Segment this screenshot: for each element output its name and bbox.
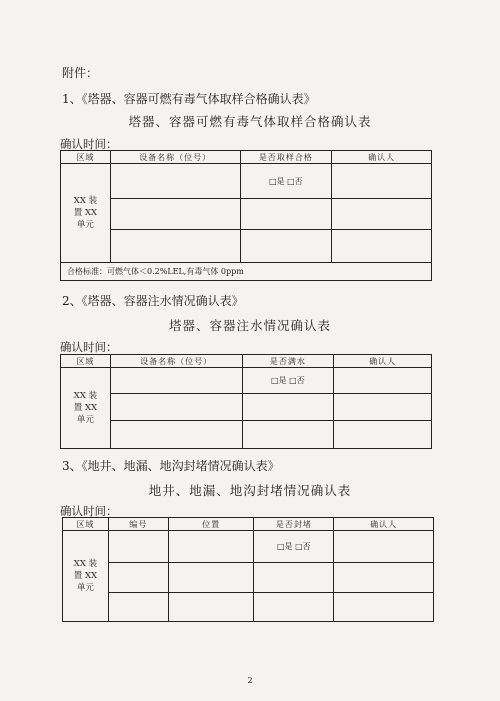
location-cell[interactable] [168, 563, 254, 593]
header-confirmer: 确认人 [334, 518, 434, 531]
region-line2: 置 XX [73, 208, 98, 218]
equipment-cell[interactable] [110, 394, 242, 421]
header-sampling-ok: 是否取样合格 [240, 151, 332, 164]
location-cell[interactable] [168, 593, 254, 622]
header-region: 区域 [63, 518, 109, 531]
section3-confirm-time: 确认时间： [60, 504, 118, 518]
section2-table-title: 塔器、容器注水情况确认表 [168, 318, 331, 333]
header-location: 位置 [168, 518, 254, 531]
section1-heading: 1、《塔器、容器可燃有毒气体取样合格确认表》 [62, 92, 316, 106]
number-cell[interactable] [108, 563, 168, 593]
region-cell [61, 368, 111, 449]
section1-table-title: 塔器、容器可燃有毒气体取样合格确认表 [128, 114, 372, 129]
confirmer-cell[interactable] [334, 368, 432, 394]
region-cell [61, 164, 111, 263]
section1-confirm-time: 确认时间： [60, 137, 118, 151]
region-line1: XX 装 [73, 559, 98, 569]
header-region: 区域 [61, 151, 111, 164]
header-region: 区域 [61, 355, 111, 368]
region-line2: 置 XX [73, 571, 98, 581]
checkbox-cell[interactable] [240, 230, 332, 263]
location-cell[interactable] [168, 531, 254, 563]
checkbox-cell[interactable] [254, 563, 334, 593]
water-filling-table [60, 354, 432, 449]
checkbox-yes-no[interactable]: □是 □否 [254, 531, 334, 563]
confirmer-cell[interactable] [334, 593, 434, 622]
header-sealed: 是否封堵 [254, 518, 334, 531]
header-equipment: 设备名称（位号） [110, 151, 240, 164]
checkbox-yes-no[interactable]: □是 □否 [242, 368, 334, 394]
region-line1: XX 装 [73, 196, 98, 206]
confirmer-cell[interactable] [332, 164, 432, 199]
confirmer-cell[interactable] [334, 421, 432, 449]
number-cell[interactable] [108, 531, 168, 563]
qualification-standard: 合格标准：可燃气体＜0.2%LEL,有毒气体 0ppm [61, 263, 432, 281]
header-confirmer: 确认人 [332, 151, 432, 164]
section2-heading: 2、《塔器、容器注水情况确认表》 [62, 294, 244, 308]
region-line3: 单元 [76, 583, 94, 593]
confirmer-cell[interactable] [334, 563, 434, 593]
number-cell[interactable] [108, 593, 168, 622]
checkbox-cell[interactable] [242, 421, 334, 449]
confirmer-cell[interactable] [332, 199, 432, 230]
confirmer-cell[interactable] [334, 531, 434, 563]
section2-confirm-time: 确认时间： [60, 340, 118, 354]
sealing-table [62, 517, 434, 622]
region-line2: 置 XX [73, 403, 98, 413]
region-line1: XX 装 [73, 391, 98, 401]
equipment-cell[interactable] [110, 230, 240, 263]
header-number: 编号 [108, 518, 168, 531]
equipment-cell[interactable] [110, 421, 242, 449]
equipment-cell[interactable] [110, 368, 242, 394]
section3-heading: 3、《地井、地漏、地沟封堵情况确认表》 [62, 459, 280, 473]
region-cell [63, 531, 109, 622]
attachment-label: 附件： [62, 66, 99, 80]
confirmer-cell[interactable] [332, 230, 432, 263]
equipment-cell[interactable] [110, 164, 240, 199]
header-equipment: 设备名称（位号） [110, 355, 242, 368]
equipment-cell[interactable] [110, 199, 240, 230]
checkbox-cell[interactable] [254, 593, 334, 622]
page-number: 2 [247, 676, 253, 685]
checkbox-cell[interactable] [242, 394, 334, 421]
region-line3: 单元 [76, 415, 94, 425]
confirmer-cell[interactable] [334, 394, 432, 421]
sampling-table [60, 150, 432, 281]
header-full-water: 是否满水 [242, 355, 334, 368]
region-line3: 单元 [76, 220, 94, 230]
section3-table-title: 地井、地漏、地沟封堵情况确认表 [148, 483, 352, 498]
header-confirmer: 确认人 [334, 355, 432, 368]
checkbox-cell[interactable] [240, 199, 332, 230]
checkbox-yes-no[interactable]: □是 □否 [240, 164, 332, 199]
